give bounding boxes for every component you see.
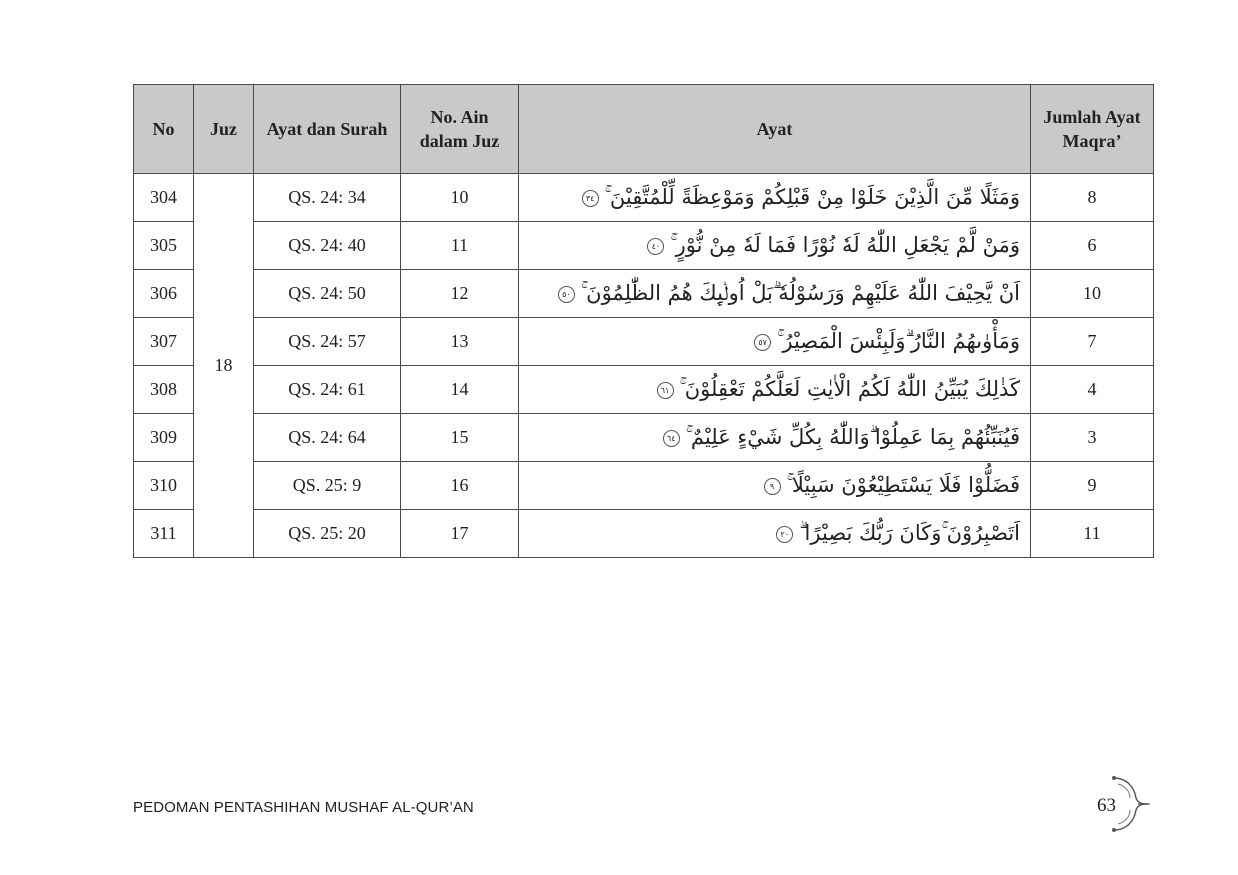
table-row [134, 270, 1154, 318]
cell-ayat [519, 414, 1031, 462]
cell-ayat [519, 270, 1031, 318]
header-no-ain: No. Ain dalam Juz [401, 85, 519, 174]
table-body [134, 174, 1154, 558]
cell-ayat [519, 366, 1031, 414]
header-juz: Juz [194, 85, 254, 174]
cell-no-ain: 15 [401, 414, 519, 462]
cell-no-ain: 11 [401, 222, 519, 270]
cell-jumlah: 11 [1031, 510, 1154, 558]
header-jumlah: Jumlah Ayat Maqra’ [1031, 85, 1154, 174]
ayah-end-marker-icon: ٦١ [657, 382, 674, 399]
cell-surah: QS. 24: 34 [254, 174, 401, 222]
cell-no-ain: 13 [401, 318, 519, 366]
table-row [134, 462, 1154, 510]
header-ayat-surah: Ayat dan Surah [254, 85, 401, 174]
ayah-end-marker-icon: ٥٠ [558, 286, 575, 303]
ayat-text: وَمَنْ لَّمْ يَجْعَلِ اللّٰهُ لَهٗ نُوْرًا فَمَا لَهٗ مِنْ نُّوْرٍ ۚ [670, 233, 1020, 257]
page-number: 63 [1097, 795, 1116, 816]
cell-no: 311 [134, 510, 194, 558]
header-no: No [134, 85, 194, 174]
cell-jumlah: 10 [1031, 270, 1154, 318]
cell-jumlah: 8 [1031, 174, 1154, 222]
cell-juz: 18 [194, 174, 254, 558]
table-row [134, 366, 1154, 414]
ayat-text: اَنْ يَّحِيْفَ اللّٰهُ عَلَيْهِمْ وَرَسُوْلُهٗ ۗبَلْ اُولٰۤىِٕكَ هُمُ الظّٰلِمُوْنَ ۚ [580, 281, 1020, 305]
ayat-text: فَيُنَبِّئُهُمْ بِمَا عَمِلُوْا ۗوَاللّٰهُ بِكُلِّ شَيْءٍ عَلِيْمٌ ۚ [685, 425, 1020, 449]
cell-no-ain: 16 [401, 462, 519, 510]
ayat-table [133, 84, 1154, 558]
cell-jumlah: 7 [1031, 318, 1154, 366]
cell-no-ain: 17 [401, 510, 519, 558]
cell-ayat [519, 222, 1031, 270]
cell-ayat [519, 174, 1031, 222]
cell-jumlah: 6 [1031, 222, 1154, 270]
cell-jumlah: 9 [1031, 462, 1154, 510]
ayah-end-marker-icon: ٥٧ [754, 334, 771, 351]
ayat-text: كَذٰلِكَ يُبَيِّنُ اللّٰهُ لَكُمُ الْاٰيٰتِ لَعَلَّكُمْ تَعْقِلُوْنَ ۚ [679, 377, 1020, 401]
cell-no: 310 [134, 462, 194, 510]
cell-no-ain: 12 [401, 270, 519, 318]
table-row [134, 414, 1154, 462]
cell-surah: QS. 25: 9 [254, 462, 401, 510]
ayat-text: فَضَلُّوْا فَلَا يَسْتَطِيْعُوْنَ سَبِيْلًا ۚ [786, 473, 1020, 497]
cell-no-ain: 10 [401, 174, 519, 222]
cell-no: 305 [134, 222, 194, 270]
table-row [134, 318, 1154, 366]
cell-no: 308 [134, 366, 194, 414]
cell-surah: QS. 24: 50 [254, 270, 401, 318]
cell-no: 304 [134, 174, 194, 222]
cell-ayat [519, 510, 1031, 558]
cell-surah: QS. 24: 40 [254, 222, 401, 270]
ayah-end-marker-icon: ٢٠ [776, 526, 793, 543]
ayat-text: وَمَأْوٰىهُمُ النَّارُ ۗوَلَبِئْسَ الْمَصِيْرُ ۚ [777, 329, 1020, 353]
table-header-row [134, 85, 1154, 174]
footer-book-title: PEDOMAN PENTASHIHAN MUSHAF AL-QUR’AN [133, 799, 474, 816]
cell-ayat [519, 318, 1031, 366]
ayah-end-marker-icon: ٣٤ [582, 190, 599, 207]
header-ayat: Ayat [519, 85, 1031, 174]
cell-surah: QS. 24: 61 [254, 366, 401, 414]
table-row [134, 174, 1154, 222]
table-row [134, 222, 1154, 270]
cell-surah: QS. 25: 20 [254, 510, 401, 558]
cell-no: 307 [134, 318, 194, 366]
cell-no-ain: 14 [401, 366, 519, 414]
cell-ayat [519, 462, 1031, 510]
cell-surah: QS. 24: 64 [254, 414, 401, 462]
ayah-end-marker-icon: ٦٤ [663, 430, 680, 447]
cell-no: 309 [134, 414, 194, 462]
cell-no: 306 [134, 270, 194, 318]
table-row [134, 510, 1154, 558]
ayah-end-marker-icon: ٤٠ [647, 238, 664, 255]
page-ornament-icon [1108, 774, 1152, 834]
ayat-text: وَمَثَلًا مِّنَ الَّذِيْنَ خَلَوْا مِنْ قَبْلِكُمْ وَمَوْعِظَةً لِّلْمُتَّقِيْنَ ۚ [604, 185, 1020, 209]
cell-surah: QS. 24: 57 [254, 318, 401, 366]
cell-jumlah: 3 [1031, 414, 1154, 462]
ayah-end-marker-icon: ٩ [764, 478, 781, 495]
ayat-text: اَتَصْبِرُوْنَ ۚوَكَانَ رَبُّكَ بَصِيْرًا ۗ [799, 521, 1020, 545]
cell-jumlah: 4 [1031, 366, 1154, 414]
